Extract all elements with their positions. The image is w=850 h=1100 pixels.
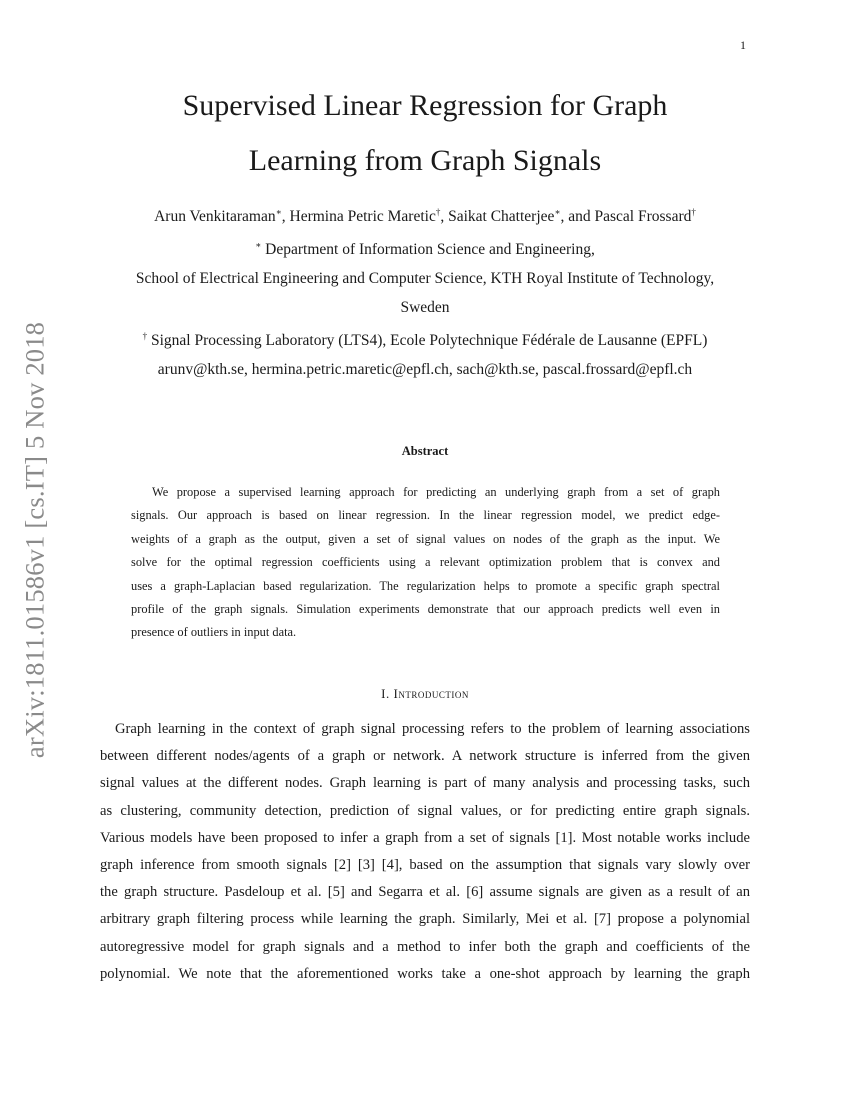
section-heading: I. Introduction (381, 686, 469, 701)
affiliation-dept (0, 231, 850, 264)
text-line: autoregressive model for graph signals and a method to infer both the graph and coefficients of the (100, 938, 750, 955)
text-line: Various models have been proposed to infer a graph from a set of signals [1]. Most notable works include (100, 829, 750, 846)
affiliation-epfl (0, 322, 850, 355)
paper-title (0, 78, 850, 188)
arxiv-stamp: arXiv:1811.01586v1 [cs.IT] 5 Nov 2018 (19, 321, 50, 759)
title-line: Supervised Linear Regression for Graph (182, 89, 668, 122)
text-line: graph inference from smooth signals [2] [3] [4], based on the assumption that signals vary slowly over (100, 857, 750, 874)
text-line: arbitrary graph filtering process while learning the graph. Similarly, Mei et al. [7] propose a polynomial (100, 911, 750, 928)
affiliation-text: Signal Processing Laboratory (LTS4), Ecole Polytechnique Fédérale de Lausanne (EPFL) (147, 332, 708, 350)
affiliation-school: School of Electrical Engineering and Computer Science, KTH Royal Institute of Technology, (135, 270, 715, 288)
author: , and Pascal Frossard (560, 208, 692, 226)
text-line: uses a graph-Laplacian based regularization. The regularization helps to promote a specific graph spectral (131, 578, 720, 593)
title-line: Learning from Graph Signals (248, 144, 602, 177)
author-list (0, 198, 850, 231)
text-line: between different nodes/agents of a graph or network. A network structure is inferred from the given (100, 748, 750, 765)
abstract-heading: Abstract (401, 444, 449, 458)
text-line: signal values at the different nodes. Graph learning is part of many analysis and processing tasks, such (100, 775, 750, 792)
author-mark: † (435, 207, 441, 217)
abstract-body (131, 481, 720, 645)
text-line: signals. Our approach is based on linear regression. In the linear regression model, we predict edge- (131, 508, 720, 523)
text-line: the graph structure. Pasdeloup et al. [5] and Segarra et al. [6] assume signals are given as a result of an (100, 884, 750, 901)
affiliation-mark: † (142, 331, 148, 342)
author: , Saikat Chatterjee (440, 208, 555, 226)
text-line: Graph learning in the context of graph signal processing refers to the problem of learning associations (115, 721, 750, 737)
affiliation-mark: ∗ (255, 240, 262, 251)
author-mark: ∗ (275, 207, 282, 217)
text-line: profile of the graph signals. Simulation experiments demonstrate that our approach predicts well even in (131, 602, 720, 617)
author-mark: ∗ (554, 207, 561, 217)
author: Arun Venkitaraman (154, 208, 276, 226)
text-line: We propose a supervised learning approach for predicting an underlying graph from a set of graph (152, 485, 720, 499)
author-mark: † (691, 207, 696, 217)
text-line: as clustering, community detection, prediction of signal values, or for predicting entire graph signals. (100, 802, 750, 819)
text-line: polynomial. We note that the aforementioned works take a one-shot approach by learning the graph (100, 965, 750, 982)
text-line: presence of outliers in input data. (131, 625, 297, 640)
author-emails: arunv@kth.se, hermina.petric.maretic@epfl.ch, sach@kth.se, pascal.frossard@epfl.ch (157, 361, 693, 379)
author: , Hermina Petric Maretic (281, 208, 436, 226)
introduction-body (100, 716, 750, 988)
page-number: 1 (740, 38, 746, 52)
affiliation-text: Department of Information Science and Engineering, (261, 241, 595, 259)
affiliation-country: Sweden (400, 299, 450, 317)
text-line: weights of a graph as the output, given a set of signal values on nodes of the graph as the input. We (131, 531, 720, 546)
text-line: solve for the optimal regression coefficients using a relevant optimization problem that is convex and (131, 555, 720, 570)
author-block (0, 198, 850, 384)
